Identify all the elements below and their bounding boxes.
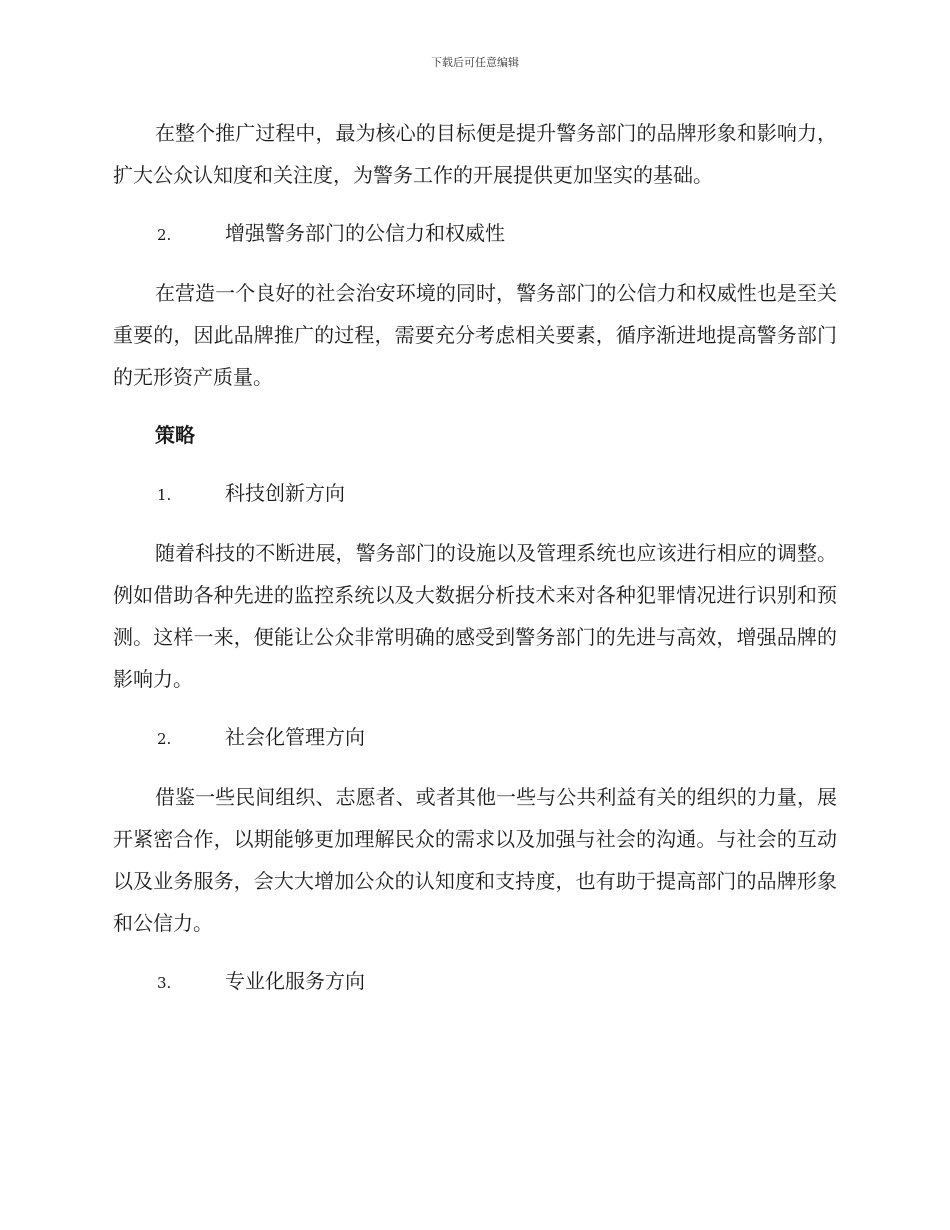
list-item-number: 1. bbox=[157, 486, 172, 504]
spacer bbox=[113, 516, 837, 532]
spacer bbox=[113, 760, 837, 776]
list-item-number: 2. bbox=[157, 226, 172, 244]
list-item-text: 增强警务部门的公信力和权威性 bbox=[225, 221, 505, 245]
spacer bbox=[113, 196, 837, 212]
section-heading-strategy: 策略 bbox=[155, 423, 195, 447]
list-item-social-management bbox=[113, 716, 837, 760]
spacer bbox=[113, 944, 837, 960]
spacer bbox=[113, 256, 837, 272]
list-item-text: 科技创新方向 bbox=[225, 481, 345, 505]
list-item-number: 2. bbox=[157, 730, 172, 748]
paragraph-core-goal: 在整个推广过程中，最为核心的目标便是提升警务部门的品牌形象和影响力，扩大公众认知度和关注度，为警务工作的开展提供更加坚实的基础。 bbox=[113, 121, 837, 187]
paragraph-social-management: 借鉴一些民间组织、志愿者、或者其他一些与公共利益有关的组织的力量，展开紧密合作，以期能够更加理解民众的需求以及加强与社会的沟通。与社会的互动以及业务服务，会大大增加公众的认知度和支持度，也有助于提高部门的品牌形象和公信力。 bbox=[113, 785, 837, 935]
list-item-tech-innovation bbox=[113, 472, 837, 516]
spacer bbox=[113, 700, 837, 716]
list-item-credibility bbox=[113, 212, 837, 256]
paragraph-credibility: 在营造一个良好的社会治安环境的同时，警务部门的公信力和权威性也是至关重要的，因此品牌推广的过程，需要充分考虑相关要素，循序渐进地提高警务部门的无形资产质量。 bbox=[113, 281, 837, 389]
paragraph-tech-innovation: 随着科技的不断进展，警务部门的设施以及管理系统也应该进行相应的调整。例如借助各种先进的监控系统以及大数据分析技术来对各种犯罪情况进行识别和预测。这样一来，便能让公众非常明确的感受到警务部门的先进与高效，增强品牌的影响力。 bbox=[113, 541, 837, 691]
list-item-professional-service bbox=[113, 960, 837, 1004]
spacer bbox=[113, 398, 837, 414]
list-item-text: 社会化管理方向 bbox=[225, 725, 365, 749]
list-item-number: 3. bbox=[157, 974, 172, 992]
spacer bbox=[113, 456, 837, 472]
header-note: 下载后可任意编辑 bbox=[431, 56, 519, 69]
list-item-text: 专业化服务方向 bbox=[225, 969, 365, 993]
document-body bbox=[113, 112, 837, 1004]
